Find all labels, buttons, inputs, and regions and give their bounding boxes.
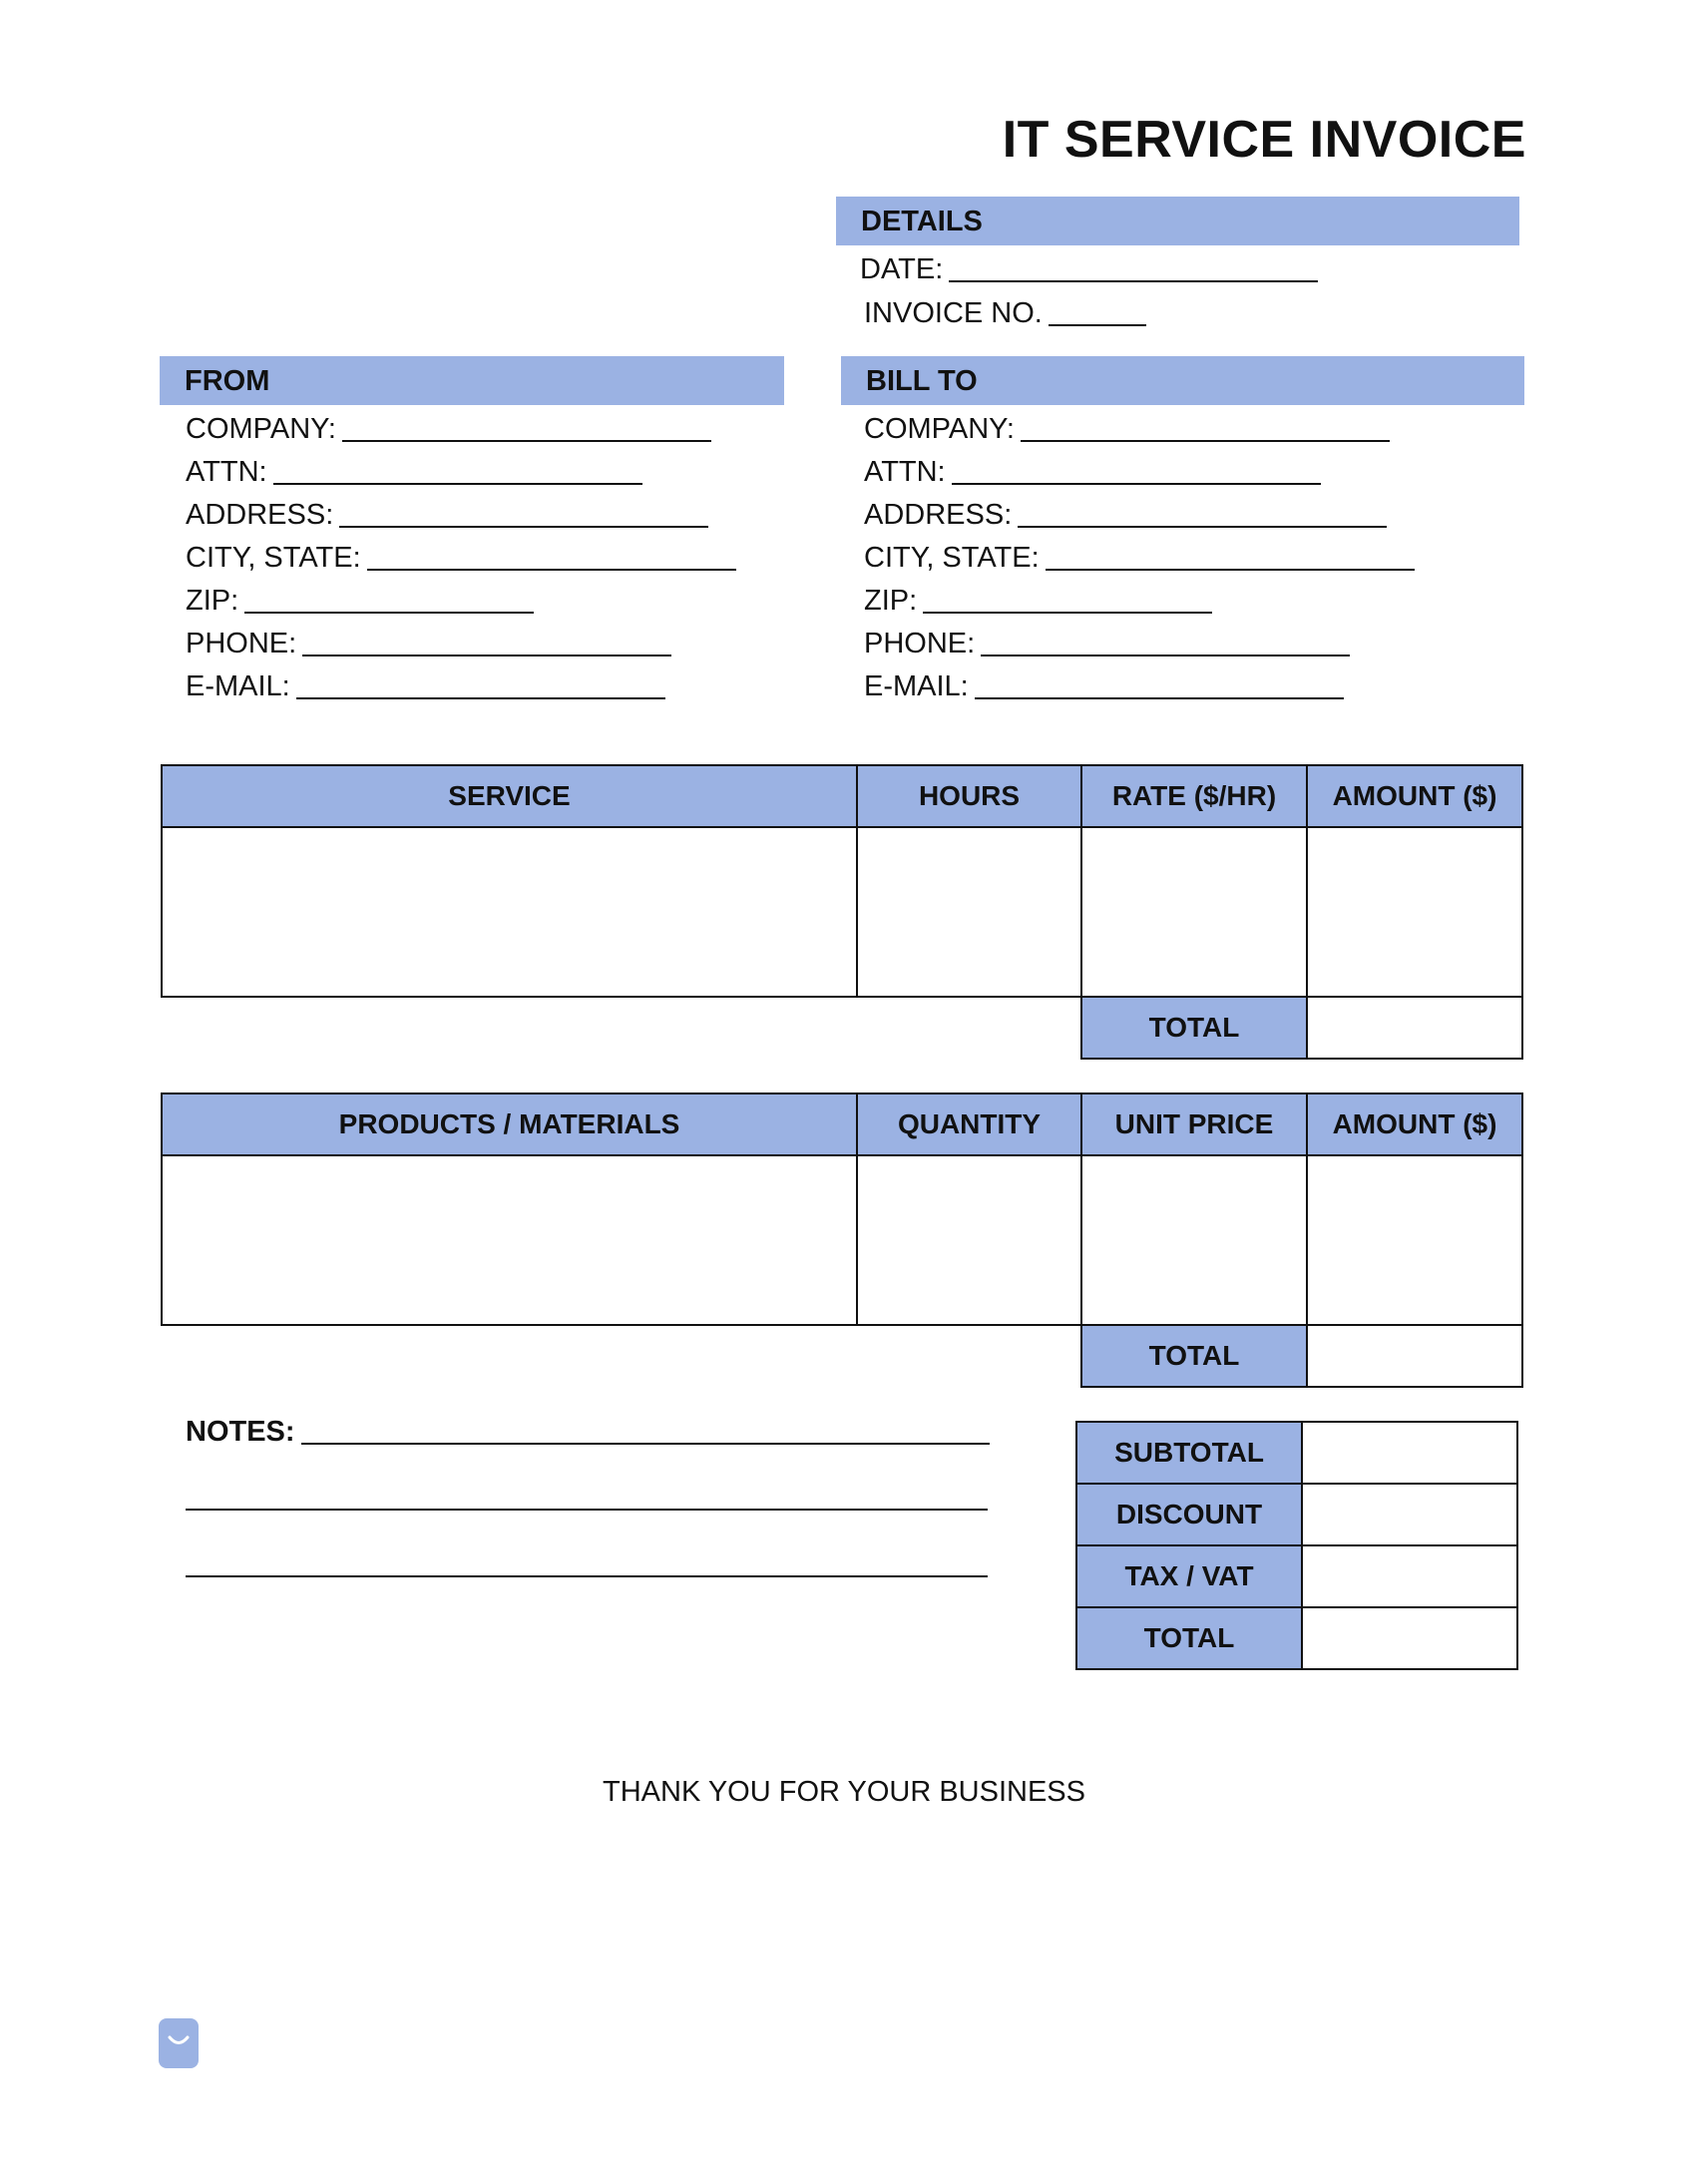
- products-col-header: PRODUCTS / MATERIALS: [162, 1093, 857, 1155]
- bill-to-field[interactable]: [864, 453, 1321, 489]
- field-line[interactable]: [952, 483, 1321, 485]
- field-label: PHONE:: [186, 628, 297, 659]
- from-heading: FROM: [185, 365, 270, 397]
- notes-line-1[interactable]: [301, 1443, 990, 1445]
- field-label: PHONE:: [864, 628, 976, 659]
- field-line[interactable]: [273, 483, 642, 485]
- invoice-number-line[interactable]: [1049, 324, 1146, 326]
- field-label: COMPANY:: [864, 413, 1015, 445]
- service-cell[interactable]: [162, 827, 857, 997]
- unit-price-cell[interactable]: [1081, 1155, 1307, 1325]
- bill-to-field[interactable]: [864, 625, 1350, 660]
- field-label: ATTN:: [864, 456, 946, 488]
- service-total-value[interactable]: [1307, 997, 1522, 1059]
- field-label: ADDRESS:: [864, 499, 1013, 531]
- spacer-cell: [162, 1325, 857, 1387]
- field-line[interactable]: [975, 697, 1344, 699]
- from-field[interactable]: [186, 410, 711, 446]
- field-line[interactable]: [296, 697, 665, 699]
- from-field[interactable]: [186, 453, 642, 489]
- discount-value[interactable]: [1302, 1484, 1517, 1545]
- from-field[interactable]: [186, 667, 665, 703]
- field-line[interactable]: [1021, 440, 1390, 442]
- field-line[interactable]: [244, 612, 534, 614]
- from-field[interactable]: [186, 496, 708, 532]
- bill-to-field[interactable]: [864, 667, 1344, 703]
- products-table: [161, 1092, 1523, 1388]
- product-cell[interactable]: [162, 1155, 857, 1325]
- subtotal-label: SUBTOTAL: [1076, 1422, 1302, 1484]
- spacer-cell: [857, 997, 1081, 1059]
- amount-col-header: AMOUNT ($): [1307, 765, 1522, 827]
- quantity-col-header: QUANTITY: [857, 1093, 1081, 1155]
- service-table: [161, 764, 1523, 1060]
- from-field[interactable]: [186, 625, 671, 660]
- tax-value[interactable]: [1302, 1545, 1517, 1607]
- field-line[interactable]: [367, 569, 736, 571]
- field-label: COMPANY:: [186, 413, 336, 445]
- products-total-value[interactable]: [1307, 1325, 1522, 1387]
- service-col-header: SERVICE: [162, 765, 857, 827]
- date-label: DATE:: [860, 253, 944, 285]
- from-field[interactable]: [186, 582, 534, 618]
- invoice-number-label: INVOICE NO.: [864, 297, 1043, 329]
- amount-cell[interactable]: [1307, 1155, 1522, 1325]
- field-line[interactable]: [923, 612, 1212, 614]
- field-line[interactable]: [1046, 569, 1415, 571]
- rate-col-header: RATE ($/HR): [1081, 765, 1307, 827]
- spacer-cell: [857, 1325, 1081, 1387]
- quantity-cell[interactable]: [857, 1155, 1081, 1325]
- amount-col-header: AMOUNT ($): [1307, 1093, 1522, 1155]
- field-label: CITY, STATE:: [864, 542, 1040, 574]
- bill-to-field[interactable]: [864, 539, 1415, 575]
- unit-price-col-header: UNIT PRICE: [1081, 1093, 1307, 1155]
- field-line[interactable]: [342, 440, 711, 442]
- field-label: E-MAIL:: [864, 670, 969, 702]
- field-label: ZIP:: [186, 585, 239, 617]
- from-field[interactable]: [186, 539, 736, 575]
- field-label: ZIP:: [864, 585, 918, 617]
- summary-table: [1075, 1421, 1518, 1670]
- invoice-number-field[interactable]: [864, 294, 1146, 330]
- bill-to-field[interactable]: [864, 410, 1390, 446]
- hours-col-header: HOURS: [857, 765, 1081, 827]
- field-line[interactable]: [302, 655, 671, 656]
- details-header: [836, 197, 1519, 245]
- discount-label: DISCOUNT: [1076, 1484, 1302, 1545]
- grand-total-value[interactable]: [1302, 1607, 1517, 1669]
- details-heading: DETAILS: [861, 206, 983, 237]
- service-total-label: TOTAL: [1081, 997, 1307, 1059]
- brand-logo-icon: [159, 2018, 199, 2068]
- field-label: ADDRESS:: [186, 499, 334, 531]
- notes-label: NOTES:: [186, 1416, 295, 1448]
- field-line[interactable]: [339, 526, 708, 528]
- hours-cell[interactable]: [857, 827, 1081, 997]
- bill-to-field[interactable]: [864, 582, 1212, 618]
- field-label: ATTN:: [186, 456, 267, 488]
- from-header: [160, 356, 784, 405]
- spacer-cell: [162, 997, 857, 1059]
- notes-line-2[interactable]: [186, 1509, 988, 1511]
- bill-to-field[interactable]: [864, 496, 1387, 532]
- date-line[interactable]: [949, 280, 1318, 282]
- rate-cell[interactable]: [1081, 827, 1307, 997]
- products-total-label: TOTAL: [1081, 1325, 1307, 1387]
- notes-field[interactable]: [186, 1413, 990, 1449]
- grand-total-label: TOTAL: [1076, 1607, 1302, 1669]
- field-label: E-MAIL:: [186, 670, 290, 702]
- field-label: CITY, STATE:: [186, 542, 361, 574]
- tax-label: TAX / VAT: [1076, 1545, 1302, 1607]
- bill-to-header: [841, 356, 1524, 405]
- subtotal-value[interactable]: [1302, 1422, 1517, 1484]
- amount-cell[interactable]: [1307, 827, 1522, 997]
- date-field[interactable]: [860, 250, 1318, 286]
- field-line[interactable]: [1018, 526, 1387, 528]
- bill-to-heading: BILL TO: [866, 365, 978, 397]
- thank-you-text: THANK YOU FOR YOUR BUSINESS: [603, 1776, 1085, 1808]
- notes-line-3[interactable]: [186, 1575, 988, 1577]
- invoice-title: IT SERVICE INVOICE: [1002, 111, 1526, 169]
- field-line[interactable]: [981, 655, 1350, 656]
